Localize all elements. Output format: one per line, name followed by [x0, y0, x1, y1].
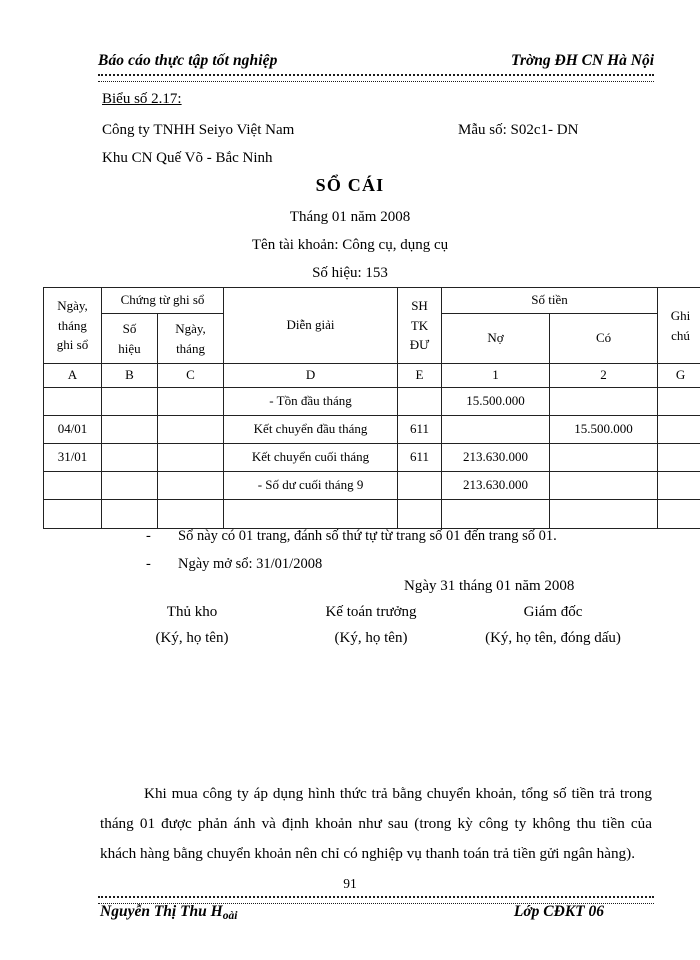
letter-cell-e: E — [398, 364, 442, 388]
cell-ghi-chu — [658, 416, 700, 444]
figure-number-label: Biểu số 2.17: — [102, 91, 182, 107]
letter-cell-2: 2 — [550, 364, 658, 388]
note-item — [146, 528, 646, 545]
th-sh-tk-du-line2: TK — [410, 317, 429, 333]
cell-dien-giai: - Số dư cuối tháng 9 — [224, 472, 398, 500]
running-header-left: Báo cáo thực tập tốt nghiệp — [98, 52, 278, 69]
signature-note: (Ký, họ tên) — [155, 630, 229, 646]
th-ngay-thang-ghi-so-line3: ghi sổ — [56, 337, 89, 353]
signature-role: Giám đốc — [523, 604, 583, 620]
th-ngay-thang-line2: tháng — [176, 340, 205, 356]
table-row — [44, 388, 700, 416]
cell-sh-tk-du — [398, 472, 442, 500]
title-month: Tháng 01 năm 2008 — [289, 209, 411, 225]
letter-cell-d: D — [224, 364, 398, 388]
th-sh-tk-du-line1: SH — [411, 298, 428, 314]
th-ghi-chu-line2: chú — [671, 327, 690, 343]
th-sh-tk-du-line3: ĐƯ — [409, 337, 430, 353]
body-paragraph: Khi mua công ty áp dụng hình thức trả bằng chuyển khoản, tổng số tiền trả trong tháng 01 được phản ánh và định khoản như sau (trong kỳ công ty không thu tiền của khách hàng bằng chuyển khoản nên chỉ có nghiệp vụ thanh toán trả tiền gửi ngân hàng). — [100, 785, 652, 863]
th-ngay-thang-ghi-so — [44, 288, 102, 364]
cell-no: 213.630.000 — [442, 472, 550, 500]
th-co: Có — [550, 314, 658, 364]
form-number: Mẫu số: S02c1- DN — [458, 122, 579, 138]
cell-sh-tk-du: 611 — [398, 416, 442, 444]
th-so-hieu-line2: hiệu — [118, 340, 141, 356]
company-address: Khu CN Quế Võ - Bắc Ninh — [102, 150, 273, 166]
cell-ghi-chu — [658, 444, 700, 472]
signature-column-giam-doc — [453, 604, 653, 647]
footer-author — [100, 903, 237, 922]
title-account-code: Số hiệu: 153 — [312, 265, 388, 281]
cell-dien-giai — [224, 500, 398, 529]
th-so-hieu — [102, 314, 158, 364]
cell-ngay-thang — [158, 500, 224, 529]
header-divider — [98, 74, 654, 82]
note-item — [146, 556, 646, 573]
th-so-tien: Số tiền — [442, 288, 658, 314]
page-title: SỔ CÁI — [315, 175, 385, 195]
signature-date: Ngày 31 tháng 01 năm 2008 — [404, 578, 575, 594]
cell-sh-tk-du — [398, 500, 442, 529]
ledger-table-body — [44, 388, 700, 529]
footer-author-sub: oài — [222, 910, 238, 922]
th-ghi-chu-line1: Ghi — [670, 308, 691, 323]
cell-ngay-thang-ghi-so: 31/01 — [44, 444, 102, 472]
cell-co — [550, 472, 658, 500]
signature-role: Kế toán trưởng — [325, 604, 417, 620]
letter-cell-a: A — [44, 364, 102, 388]
cell-sh-tk-du: 611 — [398, 444, 442, 472]
th-ngay-thang-line1: Ngày, — [175, 321, 206, 336]
th-ngay-thang-ghi-so-line1: Ngày, — [57, 298, 88, 314]
th-ngay-thang-ghi-so-line2: tháng — [58, 317, 87, 333]
th-chung-tu-ghi-so: Chứng từ ghi sổ — [102, 288, 224, 314]
letter-cell-g: G — [658, 364, 700, 388]
cell-ngay-thang-ghi-so — [44, 500, 102, 529]
th-no: Nợ — [442, 314, 550, 364]
cell-ghi-chu — [658, 500, 700, 529]
cell-dien-giai: Kết chuyển đầu tháng — [224, 416, 398, 444]
cell-ghi-chu — [658, 472, 700, 500]
letter-cell-b: B — [102, 364, 158, 388]
cell-ngay-thang — [158, 416, 224, 444]
cell-ngay-thang-ghi-so — [44, 472, 102, 500]
cell-co — [550, 500, 658, 529]
cell-co: 15.500.000 — [550, 416, 658, 444]
cell-ngay-thang — [158, 444, 224, 472]
cell-so-hieu — [102, 388, 158, 416]
company-name: Công ty TNHH Seiyo Việt Nam — [102, 122, 295, 138]
th-so-hieu-line1: Số — [122, 321, 137, 336]
cell-co — [550, 388, 658, 416]
cell-dien-giai: - Tồn đầu tháng — [224, 388, 398, 416]
note-text: Ngày mở sổ: 31/01/2008 — [178, 556, 323, 572]
title-account-name: Tên tài khoản: Công cụ, dụng cụ — [251, 237, 449, 253]
cell-no — [442, 500, 550, 529]
page-number: 91 — [343, 876, 357, 891]
ledger-table-head — [44, 288, 700, 388]
signature-note: (Ký, họ tên, đóng dấu) — [485, 630, 621, 646]
cell-no — [442, 416, 550, 444]
footer-class: Lớp CĐKT 06 — [513, 903, 604, 920]
cell-so-hieu — [102, 444, 158, 472]
th-ngay-thang — [158, 314, 224, 364]
footer-author-main: Nguyễn Thị Thu H — [100, 903, 223, 920]
th-sh-tk-du — [398, 288, 442, 364]
table-row — [44, 416, 700, 444]
signature-note: (Ký, họ tên) — [334, 630, 408, 646]
letter-cell-1: 1 — [442, 364, 550, 388]
cell-so-hieu — [102, 500, 158, 529]
letter-cell-c: C — [158, 364, 224, 388]
table-row — [44, 444, 700, 472]
running-header-right: Trờng ĐH CN Hà Nội — [511, 52, 654, 69]
cell-ngay-thang-ghi-so: 04/01 — [44, 416, 102, 444]
th-ghi-chu — [658, 288, 700, 364]
ledger-table — [43, 287, 700, 529]
table-row — [44, 500, 700, 529]
cell-no: 213.630.000 — [442, 444, 550, 472]
notes-block — [146, 528, 646, 584]
cell-co — [550, 444, 658, 472]
table-letter-row — [44, 364, 700, 388]
cell-sh-tk-du — [398, 388, 442, 416]
signature-column-thu-kho — [117, 604, 267, 647]
cell-so-hieu — [102, 416, 158, 444]
table-row — [44, 472, 700, 500]
signature-column-ke-toan-truong — [291, 604, 451, 647]
cell-so-hieu — [102, 472, 158, 500]
table-header-row-1 — [44, 288, 700, 314]
cell-ngay-thang — [158, 472, 224, 500]
note-dash-icon: - — [146, 528, 151, 544]
cell-ngay-thang-ghi-so — [44, 388, 102, 416]
cell-ngay-thang — [158, 388, 224, 416]
signature-row — [43, 604, 657, 654]
cell-no: 15.500.000 — [442, 388, 550, 416]
cell-dien-giai: Kết chuyển cuối tháng — [224, 444, 398, 472]
cell-ghi-chu — [658, 388, 700, 416]
note-text: Sổ này có 01 trang, đánh số thứ tự từ trang số 01 đến trang số 01. — [178, 528, 557, 544]
note-dash-icon: - — [146, 556, 151, 572]
signature-role: Thủ kho — [166, 604, 218, 620]
th-dien-giai: Diễn giải — [224, 288, 398, 364]
